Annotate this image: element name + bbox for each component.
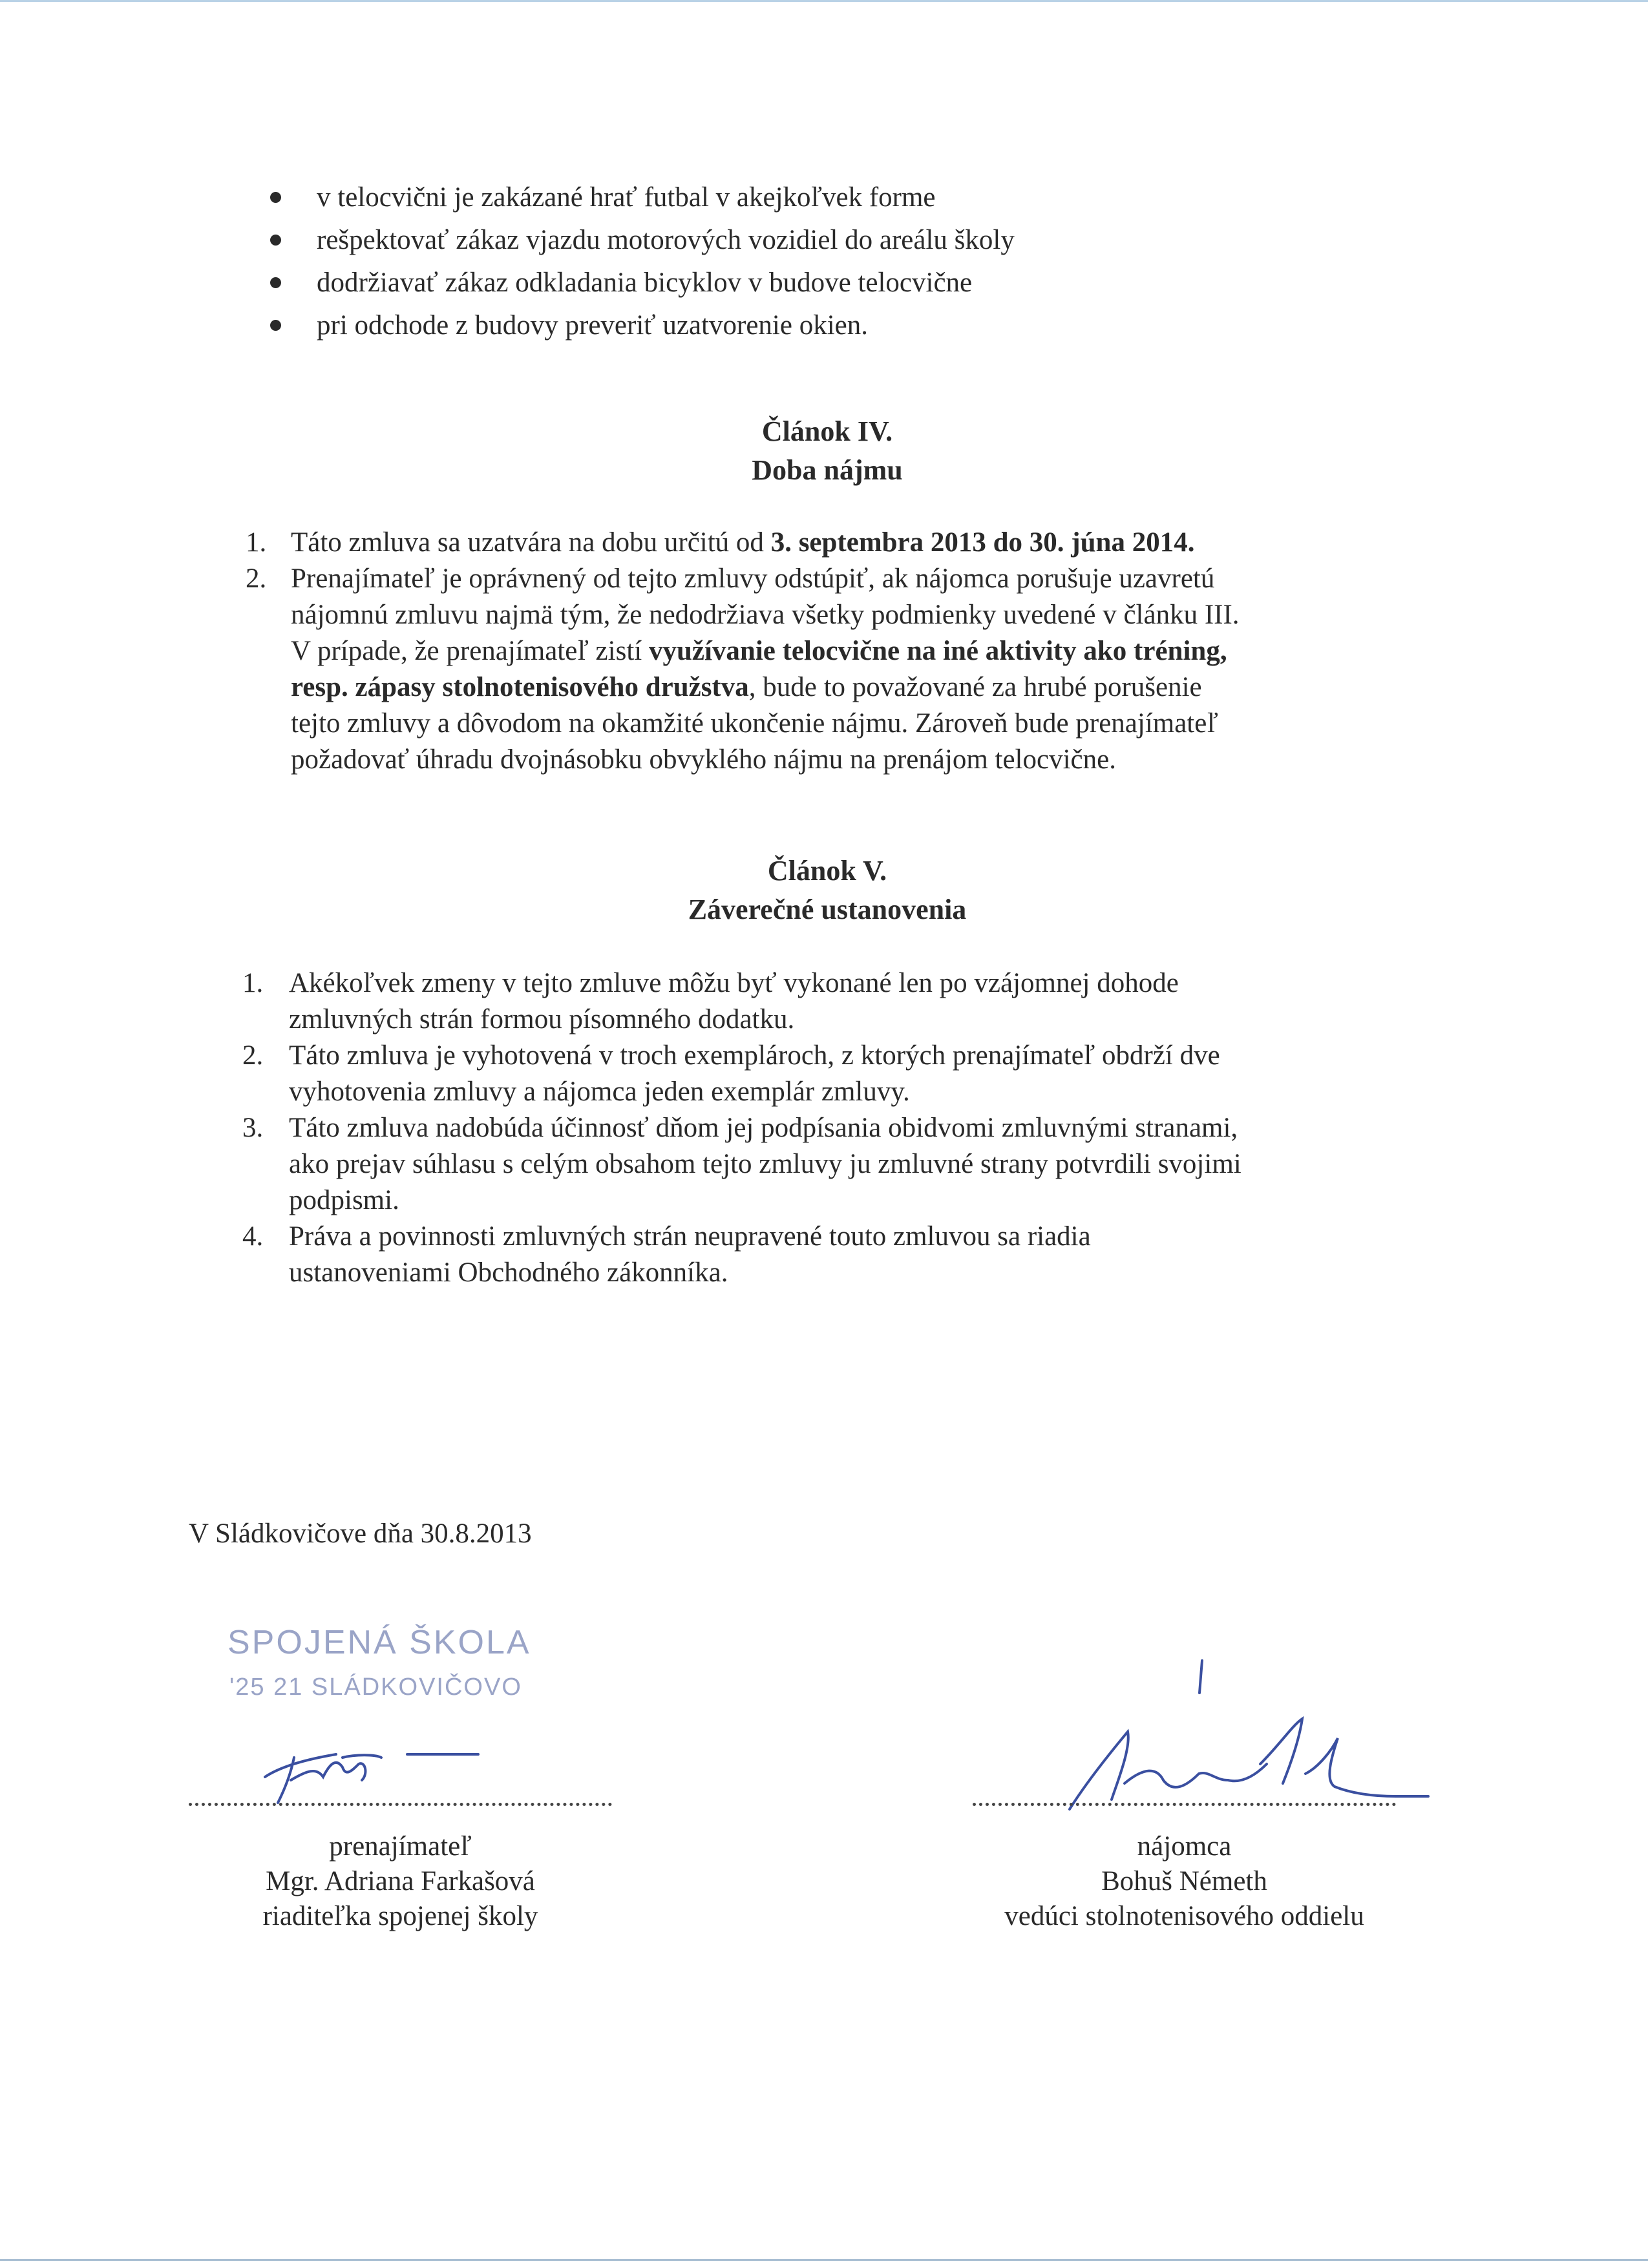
signature-left-image: [246, 1719, 504, 1809]
item-line: vyhotovenia zmluvy a nájomca jeden exemplár zmluvy.: [289, 1076, 910, 1107]
bullet-text: rešpektovať zákaz vjazdu motorových vozidiel do areálu školy: [317, 225, 1015, 255]
scan-edge-bottom: [0, 2259, 1648, 2261]
item-text-bold: 3. septembra 2013 do 30. júna 2014.: [770, 527, 1195, 558]
item-line: nájomnú zmluvu najmä tým, že nedodržiava všetky podmienky uvedené v článku III.: [291, 600, 1240, 630]
item-line: Táto zmluva je vyhotovená v troch exemplároch, z ktorých prenajímateľ obdrží dve: [289, 1040, 1220, 1071]
article-4-subtitle: Doba nájmu: [752, 454, 903, 486]
item-line: požadovať úhradu dvojnásobku obvyklého nájmu na prenájom telocvične.: [291, 744, 1116, 775]
stamp-line-1: SPOJENÁ ŠKOLA: [227, 1624, 531, 1661]
item-line: [291, 669, 1202, 706]
signature-right-name: Bohuš Németh: [1101, 1866, 1267, 1896]
item-line: Akékoľvek zmeny v tejto zmluve môžu byť vykonané len po vzájomnej dohode: [289, 968, 1179, 998]
signature-line-left: [189, 1803, 612, 1806]
bullet-text: dodržiavať zákaz odkladania bicyklov v budove telocvične: [317, 268, 973, 298]
item-text-bold: využívanie telocvične na iné aktivity ako tréning,: [648, 636, 1227, 666]
place-date: V Sládkovičove dňa 30.8.2013: [189, 1518, 532, 1549]
item-line: tejto zmluvy a dôvodom na okamžité ukončenie nájmu. Zároveň bude prenajímateľ: [291, 708, 1218, 739]
item-line: [291, 633, 1227, 669]
item-number: 3.: [242, 1113, 264, 1143]
bullet-text: pri odchode z budovy preveriť uzatvorenie okien.: [317, 310, 868, 341]
stamp-line-2: '25 21 SLÁDKOVIČOVO: [229, 1674, 522, 1701]
item-line: Práva a povinnosti zmluvných strán neupravené touto zmluvou sa riadia: [289, 1221, 1091, 1252]
item-line: zmluvných strán formou písomného dodatku.: [289, 1004, 795, 1034]
item-line: ustanoveniami Obchodného zákonníka.: [289, 1257, 728, 1288]
item-number: 4.: [242, 1221, 264, 1252]
bullet-text: v telocvični je zakázané hrať futbal v akejkoľvek forme: [317, 182, 936, 213]
item-line: podpismi.: [289, 1185, 399, 1215]
item-line: ako prejav súhlasu s celým obsahom tejto zmluvy ju zmluvné strany potvrdili svojimi: [289, 1149, 1241, 1179]
signature-left-title: riaditeľka spojenej školy: [262, 1901, 538, 1931]
item-number: 1.: [246, 527, 267, 558]
scan-edge-top: [0, 0, 1648, 2]
article-5-title: Článok V.: [767, 855, 887, 887]
item-line: [291, 525, 1194, 561]
item-number: 1.: [242, 968, 264, 998]
item-text: Táto zmluva sa uzatvára na dobu určitú od: [291, 527, 771, 558]
item-text: , bude to považované za hrubé porušenie: [748, 672, 1202, 702]
item-text: V prípade, že prenajímateľ zistí: [291, 636, 649, 666]
signature-right-image: [1047, 1654, 1467, 1822]
signature-right-title: vedúci stolnotenisového oddielu: [1004, 1901, 1364, 1931]
article-4-title: Článok IV.: [761, 415, 893, 447]
article-5-subtitle: Záverečné ustanovenia: [688, 894, 967, 925]
bullet-dot: [270, 277, 281, 288]
item-number: 2.: [246, 563, 267, 594]
signature-line-right: [973, 1803, 1396, 1806]
item-text-bold: resp. zápasy stolnotenisového družstva: [291, 672, 749, 702]
bullet-dot: [270, 320, 281, 331]
signature-right-role: nájomca: [1137, 1831, 1232, 1862]
item-number: 2.: [242, 1040, 264, 1071]
signature-left-role: prenajímateľ: [329, 1831, 472, 1862]
bullet-dot: [270, 235, 281, 246]
signature-left-name: Mgr. Adriana Farkašová: [266, 1866, 535, 1896]
item-line: Táto zmluva nadobúda účinnosť dňom jej podpísania obidvomi zmluvnými stranami,: [289, 1113, 1238, 1143]
item-line: Prenajímateľ je oprávnený od tejto zmluvy odstúpiť, ak nájomca porušuje uzavretú: [291, 563, 1215, 594]
bullet-dot: [270, 192, 281, 203]
